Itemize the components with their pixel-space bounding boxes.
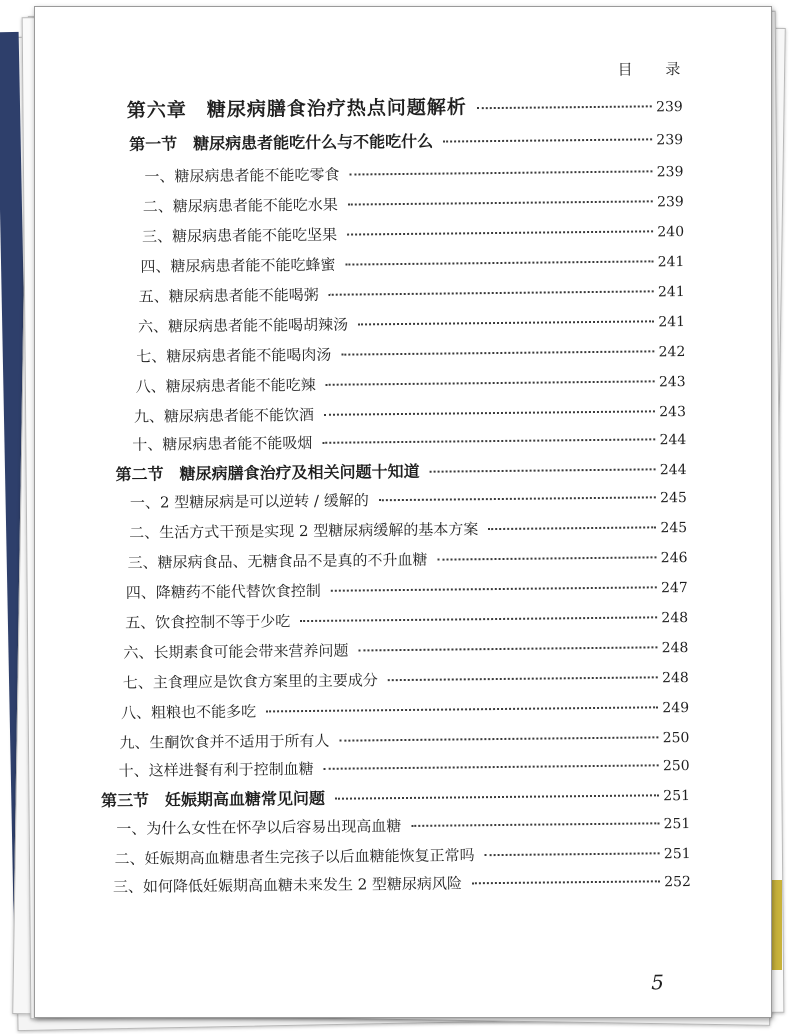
dot-leader [443,137,652,142]
toc-entry-title: 三、如何降低妊娠期高血糖未来发生 2 型糖尿病风险 [112,874,463,897]
toc-item [123,636,688,663]
toc-item [123,666,689,693]
toc-item [125,606,688,633]
dot-leader [345,259,653,265]
toc-item [144,160,683,187]
dot-leader [349,169,652,175]
toc-entry-page: 241 [657,254,685,271]
toc-entry-title: 一、2 型糖尿病是可以逆转 / 缓解的 [129,491,369,512]
dot-leader [485,851,660,856]
toc-entry-title: 六、糖尿病患者能不能喝胡辣汤 [137,315,349,336]
page-number: 5 [651,970,665,995]
toc-entry-page: 250 [662,758,690,775]
toc-item [116,812,690,839]
toc-chapter [127,90,683,123]
toc-entry-title: 九、生酮饮食并不适用于所有人 [119,731,330,752]
dot-leader [411,821,659,827]
running-head: 目 录 [617,59,695,79]
toc-entry-page: 251 [663,846,691,863]
toc-entry-title: 二、生活方式干预是实现 2 型糖尿病缓解的基本方案 [129,520,479,542]
dot-leader [388,675,658,681]
toc-entry-title: 第二节 糖尿病膳食治疗及相关问题十知道 [115,461,420,485]
toc-item [139,280,685,307]
toc-entry-page: 244 [659,462,687,479]
dot-leader [477,104,652,109]
toc-item [119,754,690,781]
toc-entry-title: 三、糖尿病食品、无糖食品不是真的不升血糖 [127,550,428,572]
toc-entry-title: 二、糖尿病患者能不能吃水果 [142,195,338,216]
toc-item [143,190,684,217]
toc-item [136,370,686,397]
toc-entry-title: 七、主食理应是饮食方案里的主要成分 [122,671,378,692]
toc-entry-title: 五、饮食控制不等于少吃 [125,612,291,632]
dot-leader [437,555,656,560]
toc-item [140,250,684,277]
toc-entry-title: 三、糖尿病患者能不能吃坚果 [142,225,338,246]
toc-entry-page: 248 [661,610,689,627]
toc-entry-page: 243 [659,404,687,421]
toc-entry-title: 二、妊娠期高血糖患者生完孩子以后血糖能恢复正常吗 [114,846,475,869]
toc-item [115,842,691,869]
dot-leader [488,525,656,530]
toc-entry-title: 第六章 糖尿病膳食治疗热点问题解析 [126,96,467,122]
dot-leader [379,495,656,501]
toc-entry-title: 四、降糖药不能代替饮食控制 [125,581,321,602]
toc-entry-title: 十、糖尿病患者能不能吸烟 [132,433,313,454]
dot-leader [324,763,659,770]
toc-entry-title: 八、粗粮也不能多吃 [120,702,257,722]
toc-section [129,126,683,155]
toc-entry-page: 239 [656,194,684,211]
toc-item [134,400,686,427]
toc-entry-page: 249 [662,700,690,717]
toc-entry-page: 240 [657,224,685,241]
dot-leader [339,735,658,741]
toc-entry-page: 244 [659,432,687,449]
dot-leader [329,289,654,295]
toc-item [129,516,687,543]
toc-item [121,696,689,723]
dot-leader [322,437,655,443]
toc-entry-page: 241 [657,284,685,301]
dot-leader [335,793,659,799]
dot-leader [266,705,658,712]
toc-entry-page: 243 [658,374,686,391]
toc-entry-title: 一、糖尿病患者能不能吃零食 [144,165,340,186]
toc-entry-page: 251 [663,788,691,805]
toc-item [142,220,684,247]
toc-entry-page: 252 [664,874,691,891]
toc-item [113,870,691,897]
toc-entry-page: 248 [661,640,689,657]
toc-section [101,782,690,811]
toc-entry-page: 251 [663,816,691,833]
toc-item [138,310,685,337]
toc-entry-title: 五、糖尿病患者能不能喝粥 [138,285,319,306]
toc-entry-page: 241 [658,314,686,331]
dot-leader [341,349,654,355]
toc-item [119,726,689,753]
toc-entry-title: 七、糖尿病患者能不能喝肉汤 [136,345,332,366]
dot-leader [326,379,655,385]
toc-entry-title: 四、糖尿病患者能不能吃蜂蜜 [140,255,336,276]
toc-item [132,428,686,455]
dot-leader [430,467,656,472]
toc-entry-page: 247 [660,580,688,597]
toc-entry-page: 246 [660,550,688,567]
dot-leader [347,229,653,235]
toc-entry-title: 一、为什么女性在怀孕以后容易出现高血糖 [116,817,402,839]
toc-entry-title: 九、糖尿病患者能不能饮酒 [133,405,315,426]
toc-entry-page: 245 [660,490,687,507]
toc-entry-page: 239 [656,132,684,149]
toc-entry-title: 十、这样进餐有利于控制血糖 [118,759,314,780]
toc-entry-page: 242 [658,344,686,361]
page-content [30,3,777,1021]
toc-item [127,546,687,573]
toc-entry-page: 239 [655,99,683,116]
dot-leader [358,645,657,651]
toc-item [130,486,687,513]
document-page [34,6,772,1018]
toc-entry-page: 248 [661,670,689,687]
dot-leader [358,319,654,325]
toc-section [115,456,686,485]
toc-entry-page: 250 [662,730,690,747]
dot-leader [300,615,657,622]
toc-item [126,576,688,603]
dot-leader [472,879,660,884]
toc-entry-page: 239 [656,164,684,181]
dot-leader [324,409,655,415]
toc-item [136,340,685,367]
toc-entry-page: 245 [660,520,688,537]
dot-leader [348,199,653,205]
toc-entry-title: 六、长期素食可能会带来营养问题 [123,641,349,662]
toc-entry-title: 第三节 妊娠期高血糖常见问题 [100,788,326,811]
dot-leader [331,585,657,591]
toc-entry-title: 八、糖尿病患者能不能吃辣 [135,375,316,396]
toc-entry-title: 第一节 糖尿病患者能吃什么与不能吃什么 [129,131,434,154]
